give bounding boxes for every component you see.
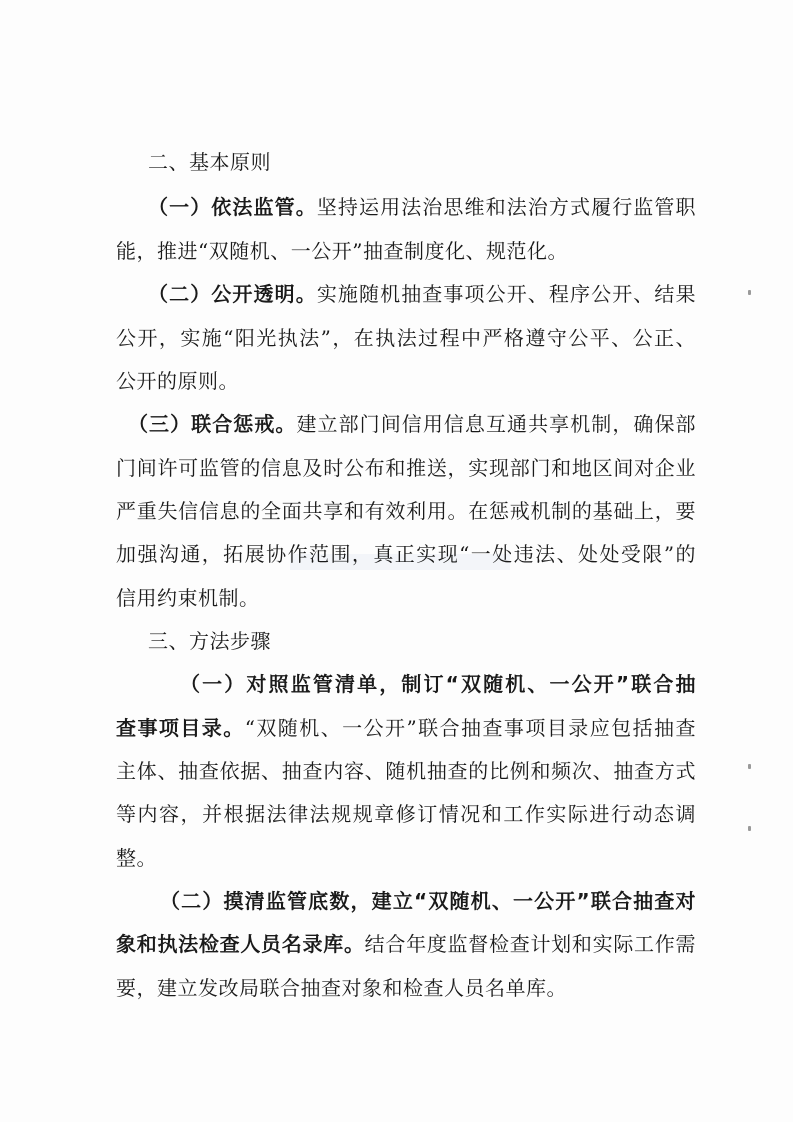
principle-1-title: （一）依法监管。: [148, 195, 317, 219]
principle-3-line-1: （三）联合惩戒。建立部门间信用信息互通共享机制，确保部: [128, 412, 697, 436]
principle-2-title: （二）公开透明。: [148, 282, 317, 306]
step-2-line-2: 象和执法检查人员名录库。结合年度监督检查计划和实际工作需: [116, 932, 697, 956]
principle-3-title: （三）联合惩戒。: [128, 412, 297, 436]
principle-3-line-2: 门间许可监管的信息及时公布和推送，实现部门和地区间对企业: [116, 456, 696, 480]
step-1-line-3: 主体、抽查依据、抽查内容、随机抽查的比例和频次、抽查方式: [116, 759, 696, 783]
scan-speck: [748, 764, 751, 769]
section-heading-principles: 二、基本原则: [148, 150, 271, 174]
step-2-title-end: 象和执法检查人员名录库。: [116, 932, 365, 956]
step-1-line-2: 查事项目录。“双随机、一公开”联合抽查事项目录应包括抽查: [116, 716, 697, 740]
principle-2-line-3: 公开的原则。: [116, 369, 239, 393]
step-1-title-line-1: （一）对照监管清单，制订“双随机、一公开”联合抽: [180, 672, 696, 696]
step-2-title-line-1: （二）摸清监管底数，建立“双随机、一公开”联合抽查对: [160, 889, 696, 913]
step-2-line-3: 要，建立发改局联合抽查对象和检查人员名单库。: [116, 976, 567, 1000]
principle-2-line-1: （二）公开透明。实施随机抽查事项公开、程序公开、结果: [148, 282, 697, 306]
step-1-line-4: 等内容，并根据法律法规规章修订情况和工作实际进行动态调: [116, 802, 696, 826]
step-1-title-end: 查事项目录。: [116, 716, 245, 740]
section-heading-methods: 三、方法步骤: [148, 629, 271, 653]
principle-3-line-3: 严重失信信息的全面共享和有效利用。在惩戒机制的基础上，要: [116, 499, 696, 523]
scan-speck: [748, 290, 751, 295]
scan-speck: [748, 826, 751, 831]
principle-3-line-4: 加强沟通，拓展协作范围，真正实现“一处违法、处处受限”的: [116, 542, 696, 566]
step-1-line-5: 整。: [116, 846, 157, 870]
principle-1-line-2: 能，推进“双随机、一公开”抽查制度化、规范化。: [116, 239, 568, 263]
principle-2-line-2: 公开，实施“阳光执法”，在执法过程中严格遵守公平、公正、: [116, 326, 696, 350]
principle-1-line-1: （一）依法监管。坚持运用法治思维和法治方式履行监管职: [148, 195, 697, 219]
principle-3-line-5: 信用约束机制。: [116, 586, 260, 610]
